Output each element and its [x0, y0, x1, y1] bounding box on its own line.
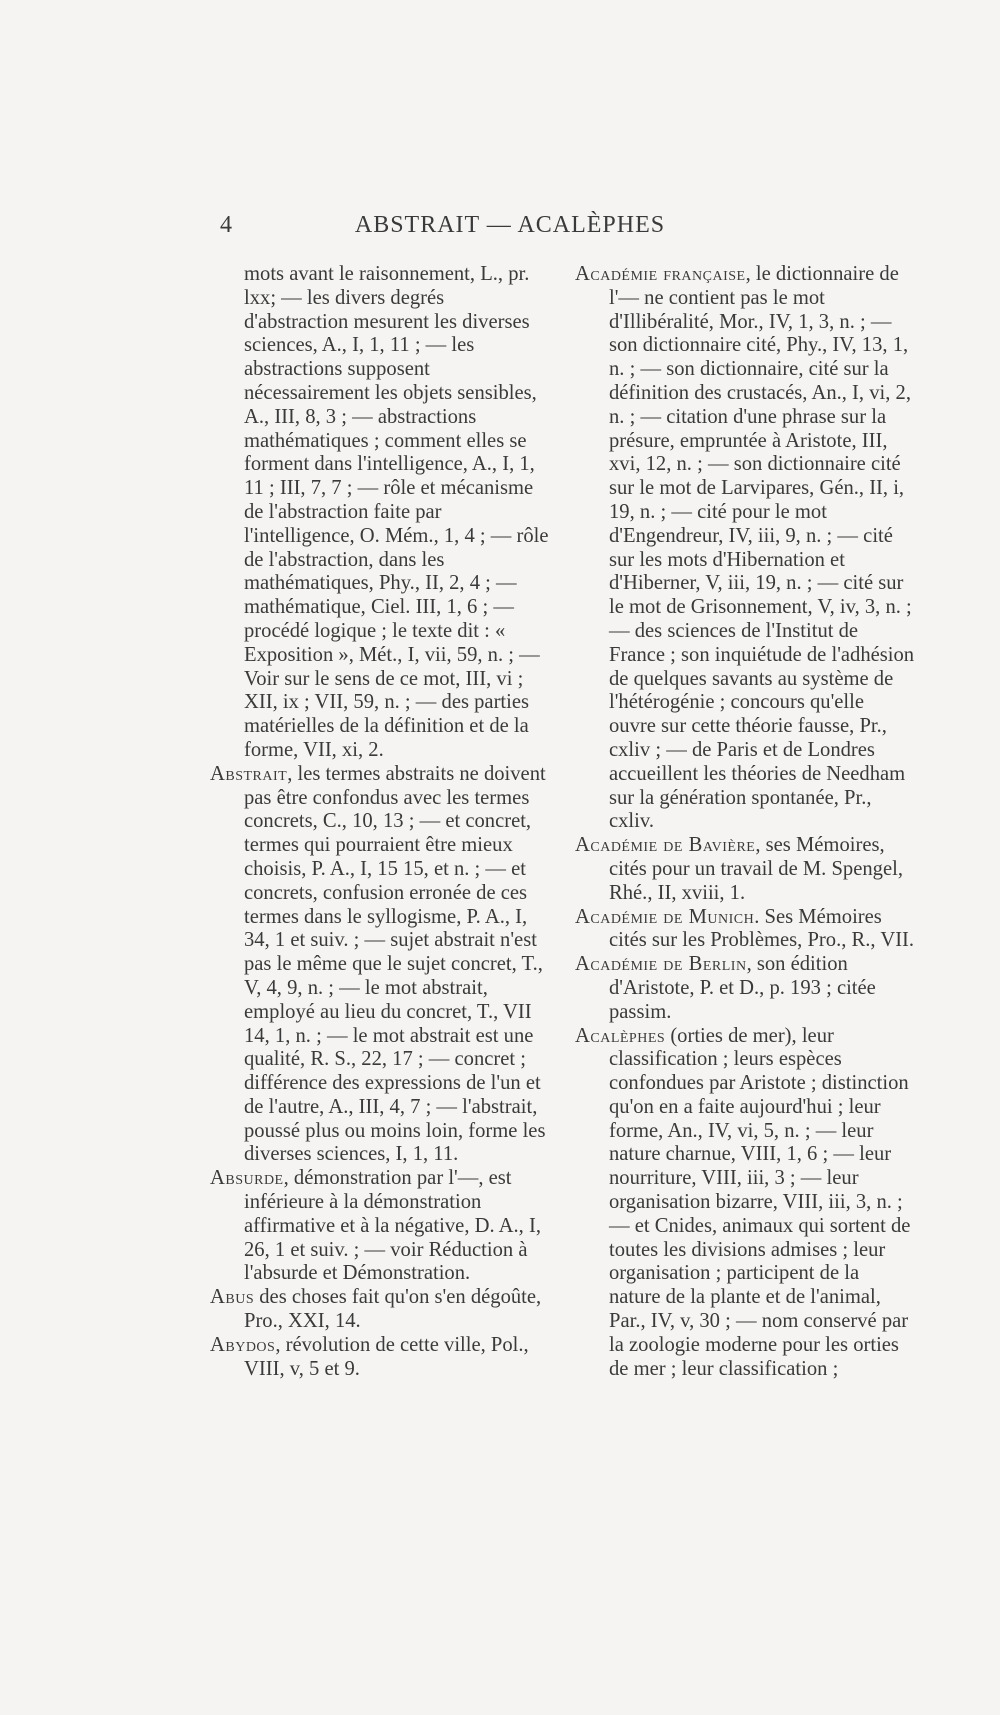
- index-entry: [210, 263, 550, 763]
- entry-headword: Absurde: [210, 1167, 284, 1190]
- index-entry: [210, 1334, 550, 1382]
- entry-headword: Acalèphes: [575, 1024, 666, 1047]
- entry-text: , le dictionnaire de l'— ne contient pas le mot d'Illibéralité, Mor., IV, 1, 3, n. ; — son dictionnaire cité, Phy., IV, 13, 1, n. ; — son dictionnaire, cité sur la définition des crustacés, An., I, vi, 2, n. ; — citation d'une phrase sur la présure, empruntée à Aristote, III, xvi, 12, n. ; — son dictionnaire cité sur le mot de Larvipares, Gén., II, i, 19, n. ; — cité pour le mot d'Engendreur, IV, iii, 9, n. ; — cité sur les mots d'Hibernation et d'Hiberner, V, iii, 19, n. ; — cité sur le mot de Grisonnement, V, iv, 3, n. ; — des sciences de l'Institut de France ; son inquiétude de l'adhésion de quelques savants au système de l'hétérogénie ; concours qu'elle ouvre sur cette théorie fausse, Pr., cxliv ; — de Paris et de Londres accueillent les théories de Needham sur la génération spontanée, Pr., cxliv.: [609, 263, 915, 833]
- right-column: [575, 263, 915, 1381]
- entry-text: des choses fait qu'on s'en dégoûte, Pro., XXI, 14.: [244, 1286, 542, 1333]
- entry-text: , son édition d'Aristote, P. et D., p. 193 ; citée passim.: [609, 953, 876, 1023]
- index-entry: [575, 1025, 915, 1382]
- index-entry: [575, 834, 915, 905]
- index-entry: [575, 263, 915, 834]
- entry-text: , les termes abstraits ne doivent pas être confondus avec les termes concrets, C., 10, 13 ; — et concret, termes qui pourraient être mieux choisis, P. A., I, 15 15, et n. ; — et concrets, confusion erronée de ces termes dans le syllogisme, P. A., I, 34, 1 et suiv. ; — sujet abstrait n'est pas le même que le sujet concret, T., V, 4, 9, n. ; — le mot abstrait, employé au lieu du concret, T., VII 14, 1, n. ; — le mot abstrait est une qualité, R. S., 22, 17 ; — concret ; différence des expressions de l'un et de l'autre, A., III, 4, 7 ; — l'abstrait, poussé plus ou moins loin, forme les diverses sciences, I, 1, 11.: [244, 762, 546, 1166]
- running-head: ABSTRAIT — ACALÈPHES: [354, 212, 666, 238]
- entry-text: . Ses Mémoires cités sur les Problèmes, Pro., R., VII.: [609, 905, 915, 952]
- index-entry: [575, 906, 915, 954]
- entry-headword: Académie de Munich: [575, 905, 755, 928]
- index-entry: [575, 953, 915, 1024]
- entry-text: mots avant le raisonnement, L., pr. lxx; — les divers degrés d'abstraction mesurent les diverses sciences, A., I, 1, 11 ; — les abstractions supposent nécessairement les objets sensibles, A., III, 8, 3 ; — abstractions mathématiques ; comment elles se forment dans l'intelligence, A., I, 1, 11 ; III, 7, 7 ; — rôle et mécanisme de l'abstraction faite par l'intelligence, O. Mém., 1, 4 ; — rôle de l'abstraction, dans les mathématiques, Phy., II, 2, 4 ; — mathématique, Ciel. III, 1, 6 ; — procédé logique ; le texte dit : « Exposition », Mét., I, vii, 59, n. ; — Voir sur le sens de ce mot, III, vi ; XII, ix ; VII, 59, n. ; — des parties matérielles de la définition et de la forme, VII, xi, 2.: [244, 263, 549, 761]
- entry-headword: Abydos: [210, 1333, 276, 1356]
- entry-text: , démonstration par l'—, est inférieure à la démonstration affirmative et à la négative, D. A., I, 26, 1 et suiv. ; — voir Réduction à l'absurde et Démonstration.: [244, 1167, 541, 1285]
- entry-headword: Académie de Bavière: [575, 834, 756, 857]
- page-header: [0, 212, 1000, 252]
- index-entry: [210, 1286, 550, 1334]
- entry-text: , ses Mémoires, cités pour un travail de M. Spengel, Rhé., II, xviii, 1.: [609, 834, 903, 904]
- entry-headword: Abus: [210, 1286, 255, 1309]
- index-entry: [210, 1167, 550, 1286]
- entry-headword: Abstrait: [210, 762, 288, 785]
- entry-text: (orties de mer), leur classification ; leurs espèces confondues par Aristote ; distinction qu'on en a faite aujourd'hui ; leur forme, An., IV, vi, 5, n. ; — leur nature charnue, VIII, 1, 6 ; — leur nourriture, VIII, iii, 3 ; — leur organisation bizarre, VIII, iii, 3, n. ; — et Cnides, animaux qui sortent de toutes les divisions admises ; leur organisation ; participent de la nature de la plante et de l'animal, Par., IV, v, 30 ; — nom conservé par la zoologie moderne pour les orties de mer ; leur classification ;: [609, 1024, 911, 1380]
- page-number: 4: [220, 212, 233, 238]
- index-entry: [210, 763, 550, 1168]
- left-column: [210, 263, 550, 1381]
- entry-headword: Académie française: [575, 263, 746, 285]
- entry-headword: Académie de Berlin: [575, 953, 747, 976]
- entry-text: , révolution de cette ville, Pol., VIII, v, 5 et 9.: [244, 1333, 529, 1380]
